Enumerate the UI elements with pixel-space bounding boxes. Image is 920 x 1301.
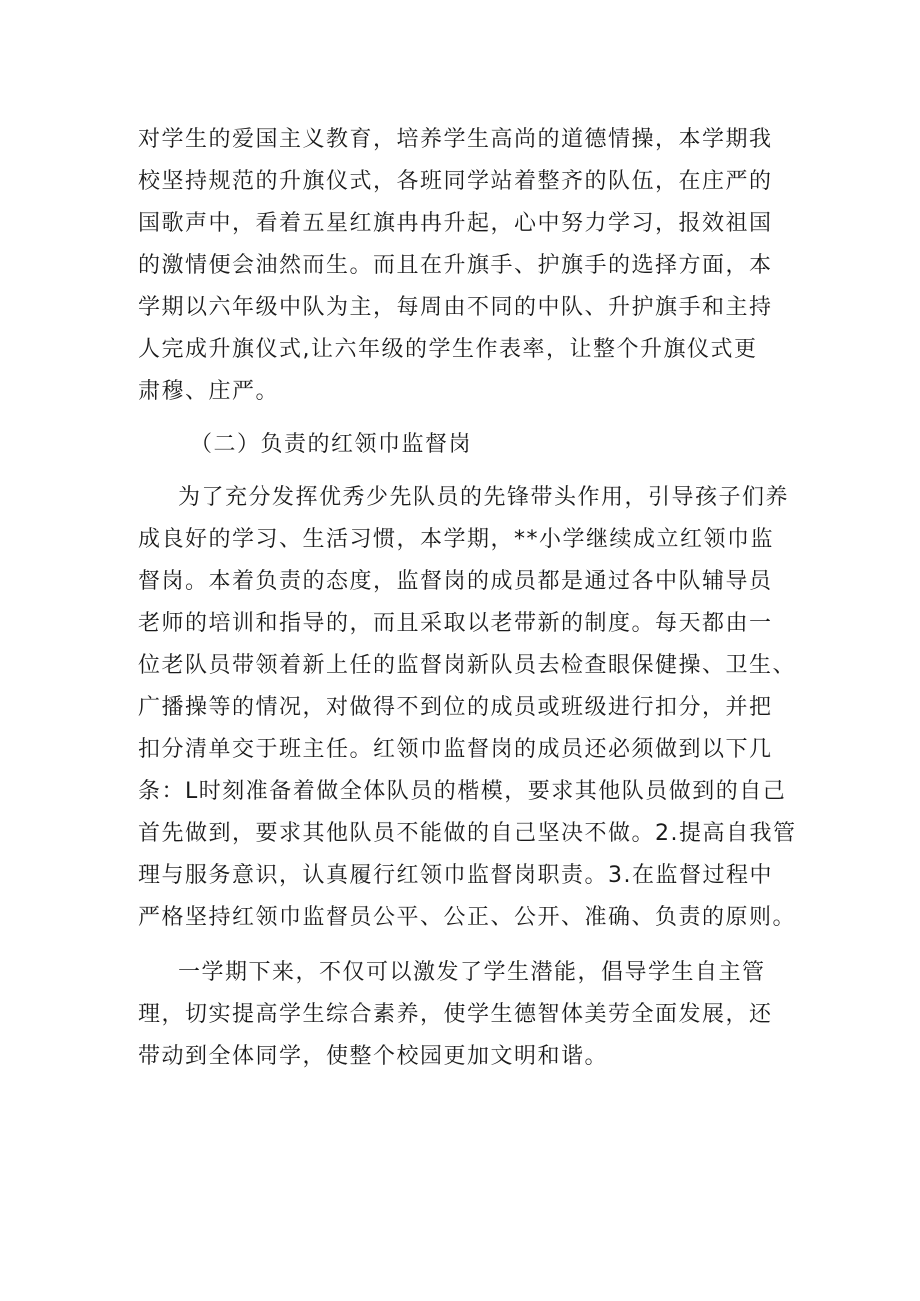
- text-line: 督岗。本着负责的态度，监督岗的成员都是通过各中队辅导员: [138, 569, 773, 594]
- text-line: 成良好的学习、生活习惯，本学期，**小学继续成立红领巾监: [138, 527, 775, 552]
- text-line: 学期以六年级中队为主，每周由不同的中队、升护旗手和主持: [138, 295, 773, 320]
- text-line: 人完成升旗仪式,让六年级的学生作表率，让整个升旗仪式更: [138, 337, 758, 362]
- text-line: 带动到全体同学，使整个校园更加文明和谐。: [138, 1044, 609, 1069]
- section-heading: （二）负责的红领巾监督岗: [190, 432, 473, 457]
- text-line: 对学生的爱国主义教育，培养学生高尚的道德情操，本学期我: [138, 127, 773, 152]
- paragraph-first-line: 一学期下来，不仅可以激发了学生潜能，倡导学生自主管: [178, 960, 766, 985]
- text-line: 广播操等的情况，对做得不到位的成员或班级进行扣分，并把: [138, 695, 773, 720]
- paragraph-first-line: 为了充分发挥优秀少先队员的先锋带头作用，引导孩子们养: [178, 485, 790, 510]
- text-line: 校坚持规范的升旗仪式，各班同学站着整齐的队伍，在庄严的: [138, 169, 773, 194]
- text-line: 首先做到，要求其他队员不能做的自己坚决不做。2.提高自我管: [138, 821, 797, 846]
- text-line: 的激情便会油然而生。而且在升旗手、护旗手的选择方面，本: [138, 253, 773, 278]
- text-line: 理，切实提高学生综合素养，使学生德智体美劳全面发展，还: [138, 1002, 773, 1027]
- text-line: 严格坚持红领巾监督员公平、公正、公开、准确、负责的原则。: [138, 905, 797, 930]
- text-line: 扣分清单交于班主任。红领巾监督岗的成员还必须做到以下几: [138, 737, 773, 762]
- text-line: 条：L时刻准备着做全体队员的楷模，要求其他队员做到的自己: [138, 779, 787, 804]
- text-line: 位老队员带领着新上任的监督岗新队员去检查眼保健操、卫生、: [138, 653, 797, 678]
- text-line: 国歌声中，看着五星红旗冉冉升起，心中努力学习，报效祖国: [138, 211, 773, 236]
- text-line: 肃穆、庄严。: [138, 379, 280, 404]
- text-line: 理与服务意识，认真履行红领巾监督岗职责。3.在监督过程中: [138, 863, 773, 888]
- text-line: 老师的培训和指导的，而且采取以老带新的制度。每天都由一: [138, 611, 773, 636]
